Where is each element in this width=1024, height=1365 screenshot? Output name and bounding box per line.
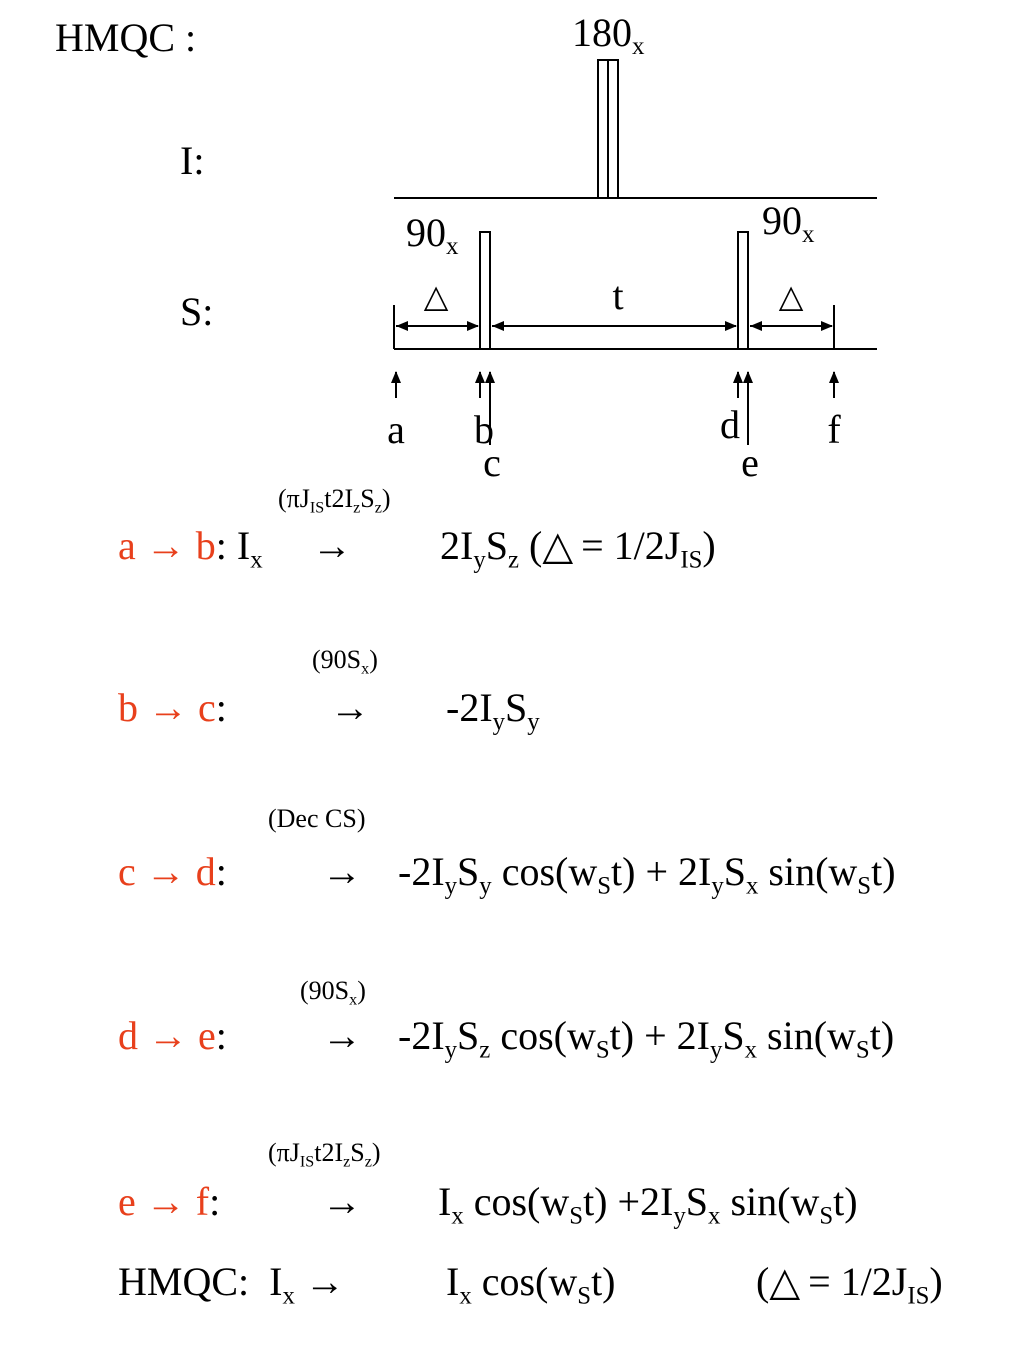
pulse-90-right-label: $90_x$ [762, 198, 815, 248]
pulse-90-right [738, 232, 748, 349]
time-point-f: f [827, 407, 841, 452]
step3-transition: c → d: [118, 849, 227, 894]
delay-right-label: △ [778, 278, 804, 314]
step4-transition: d → e: [118, 1013, 227, 1058]
step2-operator: $(90S_x)$ [312, 645, 378, 678]
step1-transition: a → b: $I_x$ [118, 523, 263, 574]
step1-from: a [118, 523, 136, 568]
time-point-c: c [483, 440, 501, 485]
step1-to: b [195, 523, 216, 568]
step2-transition: b → c: [118, 685, 227, 730]
step5-transition: e → f: [118, 1179, 221, 1224]
summary-condition: (△ = $1/2J_{IS}$) [756, 1259, 943, 1310]
step3-result: $-2I_yS_y$ $\cos(w_St) + 2I_yS_x$ $\sin(w_St)$ [398, 849, 896, 900]
step1-result: $2I_yS_z$ (△ = $1/2J_{IS}$) [440, 523, 716, 574]
step3-arrow-symbol: → [322, 849, 362, 894]
time-point-e: e [741, 440, 759, 485]
pulse-180-right-half [608, 60, 618, 198]
diagram-title: HMQC : [55, 15, 197, 60]
step5-result: $I_x$ $\cos(w_St) +2I_yS_x$ $\sin(w_St)$ [438, 1179, 858, 1230]
step1-operator: $(\pi J_{IS}t2I_zS_z)$ [278, 484, 391, 517]
step2-result: $-2I_yS_y$ [446, 685, 540, 736]
step1-arrow-symbol: → [312, 523, 352, 568]
pulse-90-left [480, 232, 490, 349]
channel-label-i: I: [180, 138, 205, 183]
delay-left-label: △ [423, 278, 449, 314]
step4-result: $-2I_yS_z$ $\cos(w_St) + 2I_yS_x$ $\sin(w_St)$ [398, 1013, 895, 1064]
step2-arrow-symbol: → [330, 685, 370, 730]
step3-operator: (Dec CS) [268, 804, 366, 833]
step5-arrow-symbol: → [322, 1179, 362, 1224]
summary-rhs: $I_x$ $\cos(w_St)$ [446, 1259, 616, 1310]
summary-lhs: HMQC: $I_x$ → [118, 1259, 345, 1310]
delay-t-label: t [612, 273, 624, 318]
time-point-b: b [474, 407, 494, 452]
pulse-180-left-half [598, 60, 608, 198]
step4-operator: $(90S_x)$ [300, 976, 366, 1009]
pulse-sequence-diagram [0, 0, 1024, 490]
step1-arrow: → [145, 523, 186, 568]
channel-label-s: S: [180, 289, 214, 334]
time-point-d: d [720, 402, 740, 447]
pulse-90-left-label: $90_x$ [406, 210, 459, 260]
step5-operator: $(\pi J_{IS}t2I_zS_z)$ [268, 1138, 381, 1171]
step4-arrow-symbol: → [322, 1013, 362, 1058]
pulse-180-label: $180_x$ [572, 10, 645, 60]
time-point-a: a [387, 407, 405, 452]
